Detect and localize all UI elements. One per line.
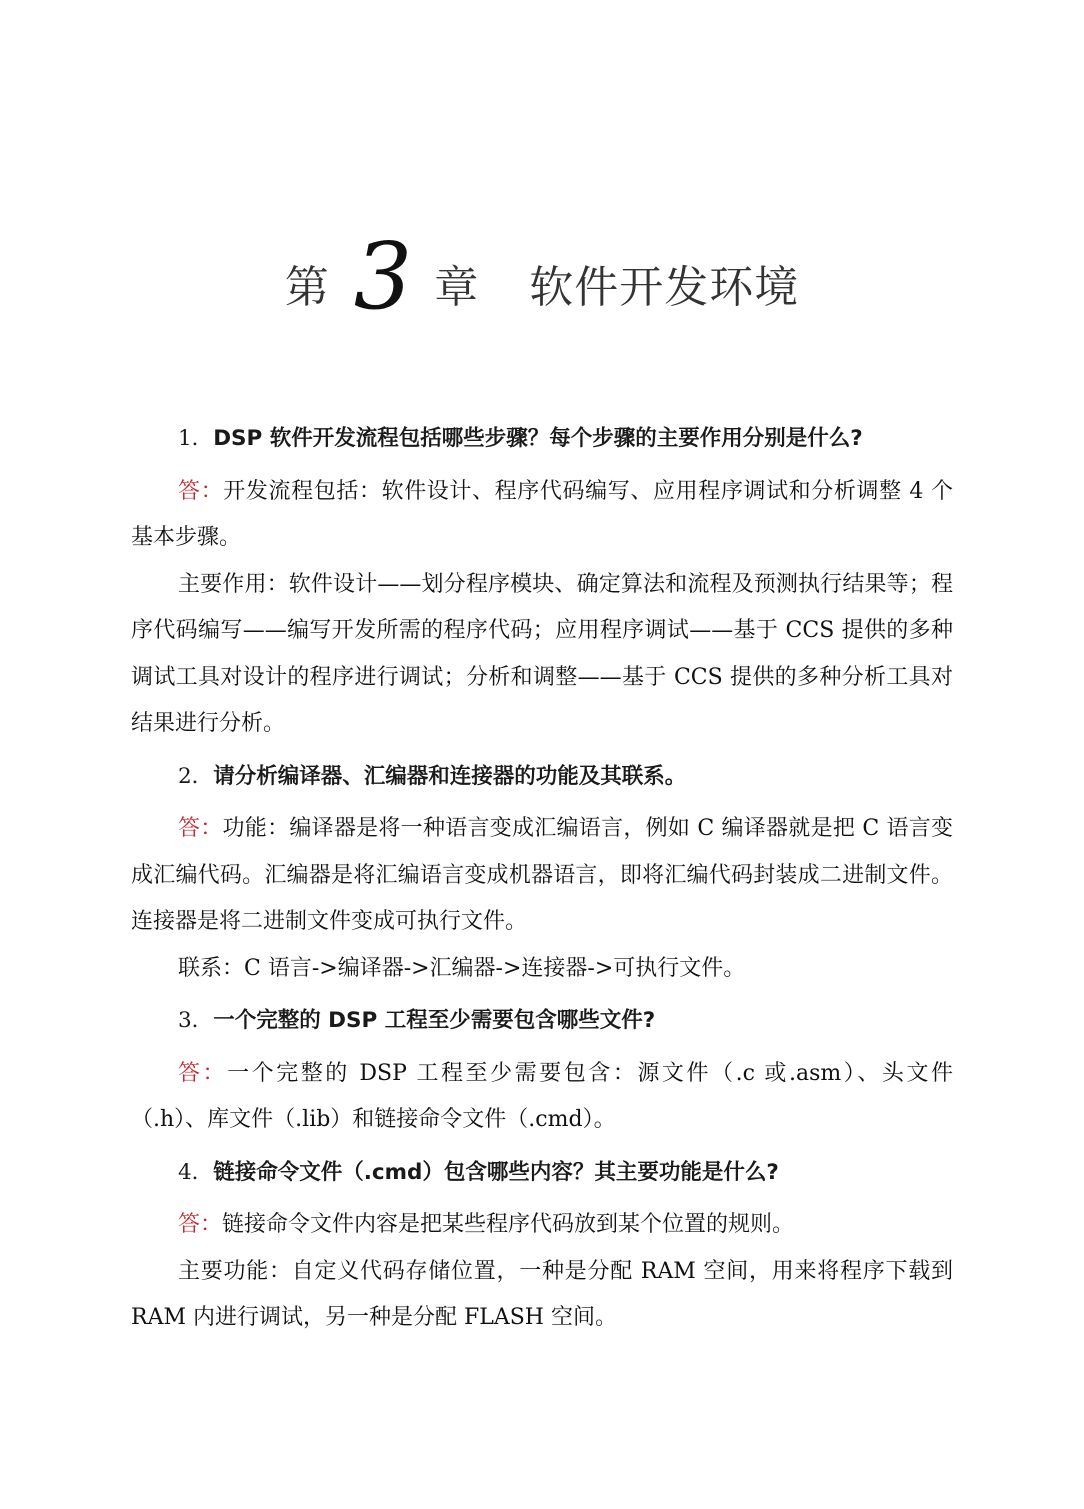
chapter-title <box>0 223 1084 338</box>
question-1 <box>131 416 953 463</box>
question-4 <box>131 1150 953 1197</box>
answer-1 <box>131 469 953 562</box>
answer-text: 开发流程包括：软件设计、程序代码编写、应用程序调试和分析调整 4 个基本步骤。 <box>131 478 953 550</box>
question-number: 2． <box>178 763 214 789</box>
answer-text: 链接命令文件内容是把某些程序代码放到某个位置的规则。 <box>222 1212 795 1237</box>
chapter-suffix: 章 <box>434 262 480 313</box>
chapter-number: 3 <box>353 223 413 330</box>
question-2 <box>131 754 953 801</box>
answer-text: 一个完整的 DSP 工程至少需要包含：源文件（.c 或.asm）、头文件（.h）、库文件（.lib）和链接命令文件（.cmd）。 <box>131 1060 953 1132</box>
answer-2 <box>131 806 953 946</box>
answer-4 <box>131 1202 953 1249</box>
answer-1-paragraph: 主要作用：软件设计——划分程序模块、确定算法和流程及预测执行结果等；程序代码编写——编写开发所需的程序代码；应用程序调试——基于 CCS 提供的多种调试工具对设计的程序进行调试；分析和调整——基于 CCS 提供的多种分析工具对结果进行分析。 <box>131 571 953 736</box>
answer-4-paragraph: 主要功能：自定义代码存储位置，一种是分配 RAM 空间，用来将程序下载到 RAM 内进行调试，另一种是分配 FLASH 空间。 <box>131 1258 953 1330</box>
answer-label: 答： <box>178 478 224 504</box>
answer-3 <box>131 1051 953 1144</box>
question-number: 4． <box>178 1159 214 1185</box>
question-3 <box>131 998 953 1045</box>
answer-2-paragraph: 联系：C 语言->编译器->汇编器->连接器->可执行文件。 <box>178 955 746 981</box>
answer-label: 答： <box>178 1212 223 1237</box>
question-text: 一个完整的 DSP 工程至少需要包含哪些文件? <box>213 1008 656 1033</box>
chapter-name: 软件开发环境 <box>529 262 800 313</box>
answer-label: 答： <box>178 816 223 841</box>
question-number: 1． <box>178 426 214 451</box>
question-text: DSP 软件开发流程包括哪些步骤？每个步骤的主要作用分别是什么? <box>213 426 863 451</box>
question-text: 请分析编译器、汇编器和连接器的功能及其联系。 <box>213 763 687 789</box>
question-number: 3． <box>178 1008 214 1033</box>
answer-text: 功能：编译器是将一种语言变成汇编语言，例如 C 编译器就是把 C 语言变成汇编代码。汇编器是将汇编语言变成机器语言，即将汇编代码封装成二进制文件。连接器是将二进制文件变成可执行文件。 <box>131 816 953 934</box>
answer-label: 答： <box>178 1060 228 1086</box>
question-text: 链接命令文件（.cmd）包含哪些内容？其主要功能是什么? <box>213 1159 779 1185</box>
chapter-prefix: 第 <box>284 262 330 313</box>
document-body <box>131 416 953 1342</box>
